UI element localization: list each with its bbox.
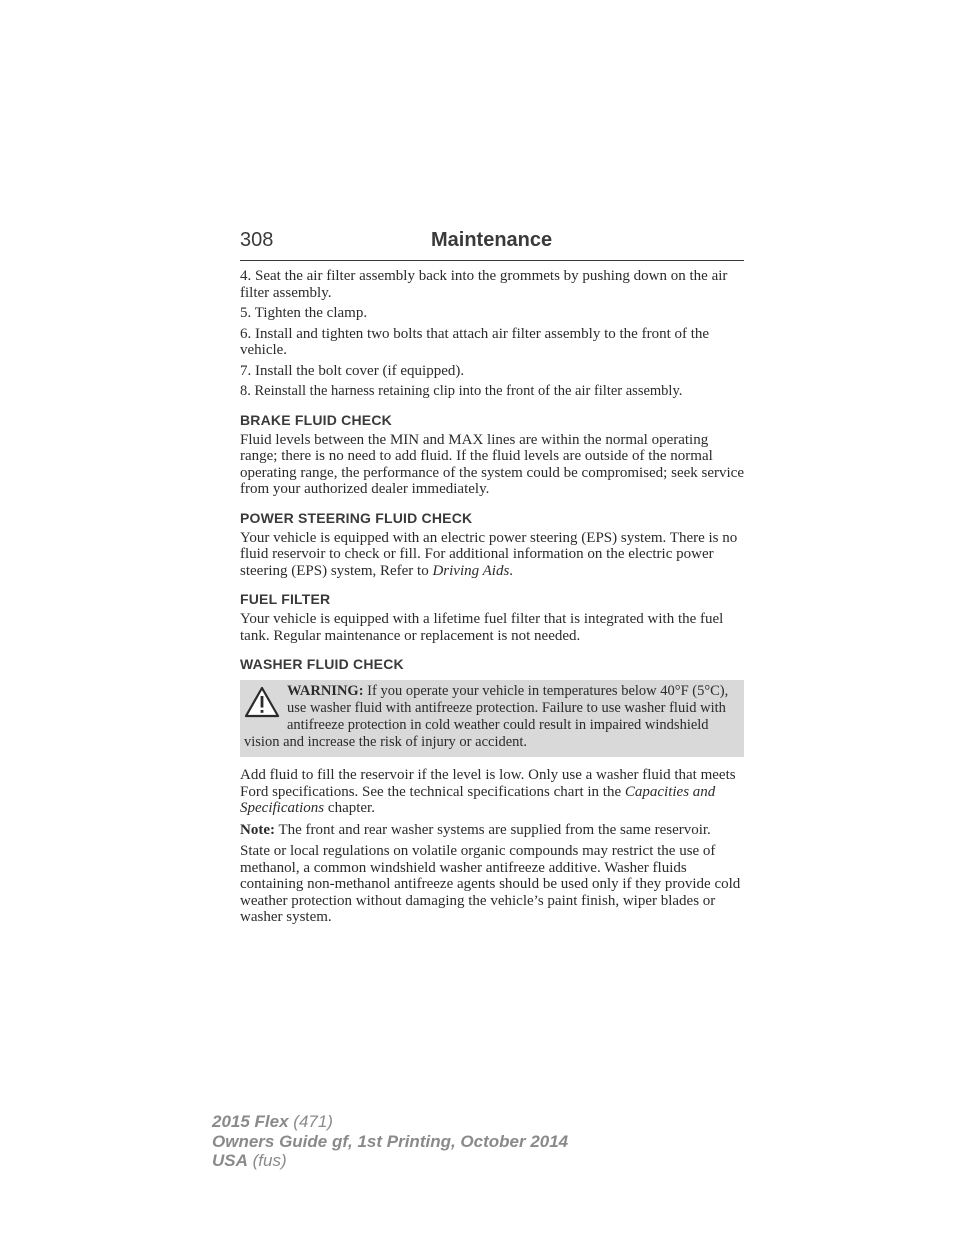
note-label: Note: bbox=[240, 821, 275, 838]
step-8: 8. Reinstall the harness retaining clip into the front of the air filter assembly. bbox=[240, 383, 683, 399]
page-header bbox=[240, 229, 744, 261]
washer-fluid-heading: WASHER FLUID CHECK bbox=[240, 656, 404, 672]
step-4: 4. Seat the air filter assembly back into the grommets by pushing down on the air filter assembly. bbox=[240, 268, 728, 301]
fuel-filter-body: Your vehicle is equipped with a lifetime fuel filter that is integrated with the fuel tank. Regular maintenance or replacement is not needed. bbox=[240, 611, 724, 644]
section-title: Maintenance bbox=[431, 229, 553, 251]
footer-guide: Owners Guide gf, 1st Printing, October 2014 bbox=[212, 1131, 569, 1151]
washer-regulations: State or local regulations on volatile organic compounds may restrict the use of methanol, a common windshield washer antifreeze additive. Washer fluids containing non-methanol antifreeze agents should be used only if they provide cold weather protection without damaging the vehicle’s paint finish, wiper blades or washer system. bbox=[240, 843, 741, 925]
washer-fill-instructions: Add fluid to fill the reservoir if the level is low. Only use a washer fluid that meets Ford specifications. See the technical specifications chart in the Capacities and Specifications chapter. bbox=[240, 767, 736, 816]
page-footer bbox=[212, 1112, 568, 1171]
step-7: 7. Install the bolt cover (if equipped). bbox=[240, 362, 465, 379]
footer-model: 2015 Flex (471) bbox=[212, 1112, 333, 1131]
step-5: 5. Tighten the clamp. bbox=[240, 305, 368, 321]
fuel-filter-heading: FUEL FILTER bbox=[240, 591, 331, 607]
power-steering-body: Your vehicle is equipped with an electric power steering (EPS) system. There is no fluid reservoir to check or fill. For additional information on the electric power steering (EPS) system, Refer to Driving Aids. bbox=[240, 529, 738, 579]
step-6: 6. Install and tighten two bolts that attach air filter assembly to the front of the vehicle. bbox=[240, 325, 710, 358]
page-number: 308 bbox=[240, 229, 274, 251]
capacities-reference: Capacities and Specifications bbox=[240, 783, 716, 816]
washer-note: Note: The front and rear washer systems are supplied from the same reservoir. bbox=[240, 821, 711, 838]
brake-fluid-body: Fluid levels between the MIN and MAX lines are within the normal operating range; there is no need to add fluid. If the fluid levels are outside of the normal operating range, the performance of the system could be compromised; seek service from your authorized dealer immediately. bbox=[240, 431, 744, 497]
warning-triangle-icon bbox=[244, 685, 280, 719]
brake-fluid-heading: BRAKE FLUID CHECK bbox=[240, 411, 392, 428]
warning-label: WARNING: bbox=[287, 683, 364, 699]
warning-box bbox=[240, 680, 744, 757]
page-content bbox=[240, 268, 744, 931]
footer-region: USA (fus) bbox=[212, 1151, 287, 1170]
warning-text: WARNING: If you operate your vehicle in temperatures below 40°F (5°C), use washer fluid with antifreeze protection. Failure to use washer fluid with antifreeze protection in cold weather could result in impaired windshield vision and increase the risk of injury or accident. bbox=[244, 683, 729, 750]
driving-aids-reference: Driving Aids bbox=[432, 562, 510, 579]
power-steering-heading: POWER STEERING FLUID CHECK bbox=[240, 509, 473, 526]
